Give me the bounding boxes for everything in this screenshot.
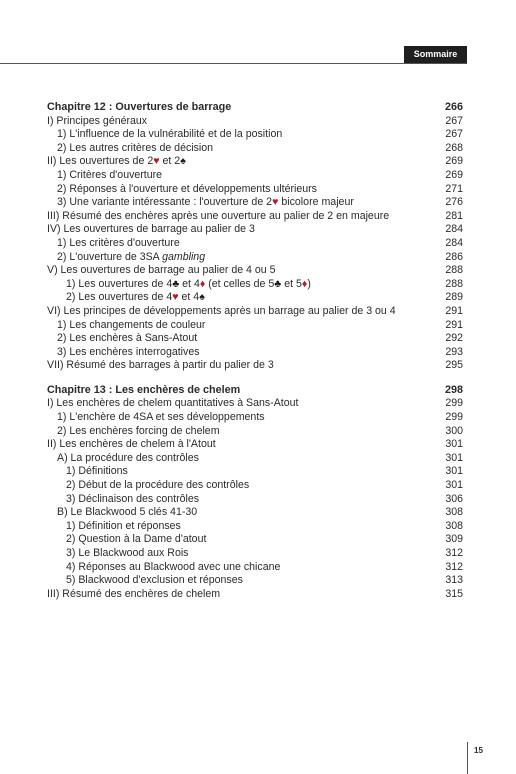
toc-entry-page: 299 bbox=[445, 397, 463, 410]
toc-entry-title: 1) Critères d'ouverture bbox=[57, 168, 163, 181]
toc-entry bbox=[47, 425, 463, 439]
toc-entry-page: 268 bbox=[445, 141, 463, 154]
toc-entry-page: 300 bbox=[445, 424, 463, 437]
toc-entry-title: VII) Résumé des barrages à partir du palier de 3 bbox=[47, 359, 274, 372]
section-badge: Sommaire bbox=[404, 46, 467, 63]
toc-entry-page: 266 bbox=[444, 101, 463, 113]
toc-section bbox=[47, 101, 463, 373]
toc-entry bbox=[47, 547, 463, 561]
toc-entry-page: 284 bbox=[445, 236, 463, 249]
toc-entry bbox=[47, 574, 463, 588]
toc-entry-page: 267 bbox=[445, 128, 463, 141]
chapter-heading bbox=[47, 384, 463, 398]
toc-entry-title: Chapitre 12 : Ouvertures de barrage bbox=[47, 101, 232, 113]
toc-entry-title: 1) Les changements de couleur bbox=[57, 318, 206, 331]
toc-entry-page: 293 bbox=[445, 345, 463, 358]
toc-entry-title: I) Les enchères de chelem quantitatives à Sans-Atout bbox=[47, 397, 299, 410]
toc-entry-title: 3) Déclinaison des contrôles bbox=[66, 492, 200, 505]
toc-entry-page: 308 bbox=[445, 519, 463, 532]
toc-entry bbox=[47, 142, 463, 156]
toc-entry-title: 3) Le Blackwood aux Rois bbox=[66, 547, 189, 559]
toc-entry-page: 308 bbox=[445, 506, 463, 519]
toc-entry-title: A) La procédure des contrôles bbox=[57, 451, 199, 464]
toc-entry bbox=[47, 251, 463, 265]
toc-entry-title: III) Résumé des enchères de chelem bbox=[47, 587, 221, 600]
chapter-heading bbox=[47, 101, 463, 115]
toc-entry-page: 313 bbox=[445, 574, 463, 587]
toc-entry bbox=[47, 346, 463, 360]
toc-entry bbox=[47, 264, 463, 278]
toc-entry bbox=[47, 359, 463, 373]
toc-entry-title: IV) Les ouvertures de barrage au palier de 3 bbox=[47, 223, 255, 236]
toc-entry-title: VI) Les principes de développements après un barrage au palier de 3 ou 4 bbox=[47, 304, 396, 317]
toc-entry-page: 301 bbox=[445, 451, 463, 464]
toc-entry bbox=[47, 291, 463, 305]
toc-entry bbox=[47, 465, 463, 479]
toc-entry-title: 1) Définitions bbox=[66, 465, 128, 478]
toc-entry bbox=[47, 183, 463, 197]
toc-entry bbox=[47, 438, 463, 452]
toc-entry-title: 2) Question à la Dame d'atout bbox=[66, 533, 207, 546]
toc-entry bbox=[47, 332, 463, 346]
toc-entry bbox=[47, 155, 463, 169]
toc-entry-page: 269 bbox=[445, 168, 463, 181]
toc-entry-page: 289 bbox=[445, 291, 463, 304]
toc-entry bbox=[47, 452, 463, 466]
toc-entry-title: 1) L'influence de la vulnérabilité et de la position bbox=[57, 128, 283, 141]
toc-entry-title: 2) Les enchères à Sans-Atout bbox=[57, 332, 198, 345]
toc-entry-page: 312 bbox=[445, 560, 463, 573]
toc-entry-page: 269 bbox=[445, 155, 463, 168]
toc-entry-page: 309 bbox=[445, 533, 463, 546]
toc-entry-title: B) Le Blackwood 5 clés 41-30 bbox=[57, 506, 198, 519]
toc-entry-title: 5) Blackwood d'exclusion et réponses bbox=[66, 574, 243, 587]
toc-entry-page: 288 bbox=[445, 277, 463, 290]
toc-entry-page: 292 bbox=[445, 332, 463, 345]
toc-entry-title: 3) Une variante intéressante : l'ouverture de 2♥ bicolore majeur bbox=[57, 196, 354, 209]
toc-entry-page: 284 bbox=[445, 223, 463, 236]
toc-entry-title: 2) Réponses à l'ouverture et développements ultérieurs bbox=[57, 182, 317, 195]
toc-entry-page: 291 bbox=[445, 304, 463, 317]
toc-entry-page: 315 bbox=[445, 587, 463, 600]
toc-entry bbox=[47, 493, 463, 507]
toc-entry bbox=[47, 411, 463, 425]
toc-entry bbox=[47, 319, 463, 333]
toc-entry bbox=[47, 588, 463, 602]
toc-entry-page: 301 bbox=[445, 479, 463, 492]
toc-entry-title: 2) Les ouvertures de 4♥ et 4♠ bbox=[66, 291, 205, 304]
toc-entry bbox=[47, 506, 463, 520]
toc-entry bbox=[47, 210, 463, 224]
toc-entry bbox=[47, 223, 463, 237]
toc-entry bbox=[47, 169, 463, 183]
toc-entry bbox=[47, 561, 463, 575]
toc-entry-title: 3) Les enchères interrogatives bbox=[57, 345, 200, 358]
toc-entry bbox=[47, 479, 463, 493]
toc-entry-title: 2) Début de la procédure des contrôles bbox=[66, 479, 250, 492]
toc-entry bbox=[47, 128, 463, 142]
toc-entry bbox=[47, 520, 463, 534]
toc-entry bbox=[47, 115, 463, 129]
toc-entry bbox=[47, 196, 463, 210]
toc-entry-page: 299 bbox=[445, 411, 463, 424]
toc-entry bbox=[47, 397, 463, 411]
toc-entry-page: 288 bbox=[445, 264, 463, 277]
toc-entry-page: 267 bbox=[445, 114, 463, 127]
toc-entry-title: I) Principes généraux bbox=[47, 114, 148, 127]
toc-entry-title: 2) Les enchères forcing de chelem bbox=[57, 424, 220, 437]
toc-entry-page: 312 bbox=[445, 547, 463, 559]
toc-entry-page: 298 bbox=[444, 383, 463, 396]
toc-entry-title: 1) L'enchère de 4SA et ses développements bbox=[57, 411, 265, 424]
toc-entry-title: 2) Les autres critères de décision bbox=[57, 141, 214, 154]
toc-entry-page: 271 bbox=[445, 182, 463, 195]
toc-entry-page: 306 bbox=[445, 492, 463, 505]
toc-entry-title: 1) Les critères d'ouverture bbox=[57, 236, 180, 249]
toc-entry-title: 1) Les ouvertures de 4♣ et 4♦ (et celles de 5♣ et 5♦) bbox=[66, 277, 311, 290]
toc-entry-title: II) Les ouvertures de 2♥ et 2♠ bbox=[47, 155, 186, 168]
toc-entry-page: 281 bbox=[445, 209, 463, 222]
toc-entry-title: V) Les ouvertures de barrage au palier de 4 ou 5 bbox=[47, 264, 276, 277]
footer-rule bbox=[467, 742, 468, 774]
toc-entry-page: 301 bbox=[445, 465, 463, 478]
toc-entry-page: 295 bbox=[445, 359, 463, 372]
table-of-contents bbox=[47, 101, 463, 612]
toc-entry-page: 291 bbox=[445, 318, 463, 331]
toc-entry-page: 301 bbox=[445, 438, 463, 451]
toc-entry bbox=[47, 305, 463, 319]
toc-entry-title: Chapitre 13 : Les enchères de chelem bbox=[47, 383, 241, 396]
header-rule bbox=[0, 63, 467, 64]
toc-entry-title: III) Résumé des enchères après une ouverture au palier de 2 en majeure bbox=[47, 209, 390, 222]
toc-entry-title: 4) Réponses au Blackwood avec une chicane bbox=[66, 560, 281, 573]
toc-entry-title: 2) L'ouverture de 3SA gambling bbox=[57, 250, 206, 263]
toc-section bbox=[47, 384, 463, 602]
toc-entry bbox=[47, 278, 463, 292]
toc-entry-page: 276 bbox=[445, 196, 463, 209]
page-number: 15 bbox=[474, 746, 483, 755]
toc-entry-page: 286 bbox=[445, 250, 463, 263]
toc-entry-title: II) Les enchères de chelem à l'Atout bbox=[47, 438, 216, 451]
toc-entry bbox=[47, 237, 463, 251]
toc-entry-title: 1) Définition et réponses bbox=[66, 519, 181, 532]
toc-entry bbox=[47, 533, 463, 547]
